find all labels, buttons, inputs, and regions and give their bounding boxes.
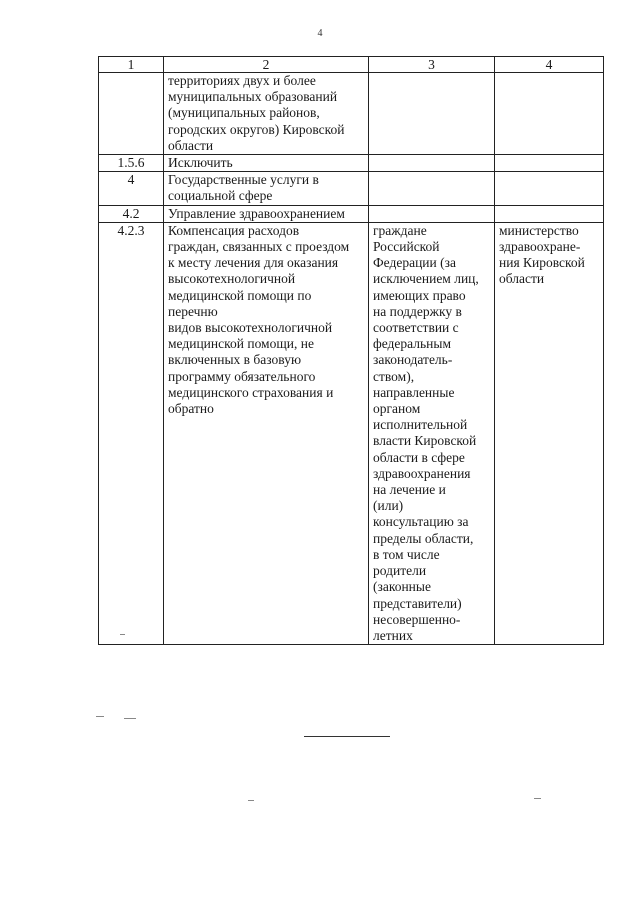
item-number-cell: 4 xyxy=(99,172,164,205)
recipients-cell xyxy=(369,73,495,155)
service-name-cell-line: включенных в базовую xyxy=(168,352,302,368)
recipients-cell xyxy=(369,205,495,222)
table-row xyxy=(99,73,604,155)
page-number: 4 xyxy=(317,28,323,39)
authority-cell xyxy=(495,73,604,155)
service-name-cell-line: медицинской помощи, не xyxy=(168,336,314,352)
scan-speck xyxy=(124,718,136,719)
item-number-cell: 4.2 xyxy=(99,205,164,222)
recipients-cell-line: на лечение и xyxy=(373,482,446,498)
authority-cell-line: ния Кировской xyxy=(499,255,585,271)
scan-speck xyxy=(248,800,254,801)
recipients-cell xyxy=(369,222,495,644)
end-of-document-rule xyxy=(304,736,390,737)
item-number-cell: 4.2.3 xyxy=(99,222,164,644)
service-name-cell-line: граждан, связанных с проездом xyxy=(168,239,350,255)
recipients-cell xyxy=(369,172,495,205)
recipients-cell-line: власти Кировской xyxy=(373,433,477,449)
recipients-cell-line: здравоохранения xyxy=(373,465,471,481)
authority-cell xyxy=(495,155,604,172)
service-name-cell-line: обратно xyxy=(168,401,214,417)
service-name-cell xyxy=(164,222,369,644)
table-row xyxy=(99,205,604,222)
authority-cell xyxy=(495,205,604,222)
recipients-cell-line: соответствии с xyxy=(373,320,459,336)
service-name-cell-line: Управление здравоохранением xyxy=(168,205,345,221)
recipients-cell-line: летних xyxy=(373,627,413,643)
recipients-cell-line: исключением лиц, xyxy=(373,271,479,287)
service-name-cell-line: медицинского страхования и xyxy=(168,384,334,400)
recipients-cell-line: Российской xyxy=(373,239,440,255)
table-header-row xyxy=(99,57,604,73)
service-name-cell-line: к месту лечения для оказания xyxy=(168,255,339,271)
recipients-cell-line: родители xyxy=(373,563,427,579)
authority-cell-line: министерство xyxy=(499,222,579,238)
service-name-cell xyxy=(164,73,369,155)
authority-cell xyxy=(495,172,604,205)
service-name-cell-line: высокотехнологичной xyxy=(168,271,296,287)
recipients-cell-line: законодатель- xyxy=(373,352,453,368)
recipients-cell-line: (или) xyxy=(373,498,404,514)
recipients-cell-line: консультацию за xyxy=(373,514,469,530)
column-header: 3 xyxy=(369,57,495,73)
services-table xyxy=(98,56,604,645)
recipients-cell-line: на поддержку в xyxy=(373,303,462,319)
table-row xyxy=(99,172,604,205)
service-name-cell-line: Государственные услуги в xyxy=(168,172,319,188)
service-name-cell-line: перечню xyxy=(168,303,218,319)
recipients-cell-line: несовершенно- xyxy=(373,611,461,627)
item-number-cell xyxy=(99,73,164,155)
recipients-cell-line: граждане xyxy=(373,222,427,238)
authority-cell-line: области xyxy=(499,271,545,287)
service-name-cell-line: городских округов) Кировской xyxy=(168,121,345,137)
recipients-cell-line: представители) xyxy=(373,595,462,611)
recipients-cell-line: направленные xyxy=(373,384,455,400)
recipients-cell-line: пределы области, xyxy=(373,530,474,546)
item-number-cell: 1.5.6 xyxy=(99,155,164,172)
authority-cell xyxy=(495,222,604,644)
scan-speck xyxy=(120,634,125,635)
service-name-cell xyxy=(164,205,369,222)
service-name-cell-line: Исключить xyxy=(168,155,233,171)
service-name-cell xyxy=(164,172,369,205)
table-row xyxy=(99,155,604,172)
recipients-cell-line: области в сфере xyxy=(373,449,465,465)
column-header: 4 xyxy=(495,57,604,73)
recipients-cell-line: в том числе xyxy=(373,546,440,562)
column-header: 2 xyxy=(164,57,369,73)
recipients-cell-line: органом xyxy=(373,401,421,417)
service-name-cell-line: видов высокотехнологичной xyxy=(168,320,333,336)
service-name-cell-line: (муниципальных районов, xyxy=(168,105,320,121)
service-name-cell-line: муниципальных образований xyxy=(168,89,338,105)
service-name-cell-line: области xyxy=(168,137,214,153)
authority-cell-line: здравоохране- xyxy=(499,239,581,255)
service-name-cell-line: территориях двух и более xyxy=(168,73,316,88)
service-name-cell-line: Компенсация расходов xyxy=(168,222,300,238)
column-header: 1 xyxy=(99,57,164,73)
recipients-cell xyxy=(369,155,495,172)
service-name-cell xyxy=(164,155,369,172)
table-row xyxy=(99,222,604,644)
scan-speck xyxy=(534,798,541,799)
service-name-cell-line: программу обязательного xyxy=(168,368,316,384)
recipients-cell-line: ством), xyxy=(373,368,415,384)
scan-speck xyxy=(96,716,104,717)
service-name-cell-line: медицинской помощи по xyxy=(168,287,312,303)
recipients-cell-line: (законные xyxy=(373,579,431,595)
recipients-cell-line: Федерации (за xyxy=(373,255,456,271)
recipients-cell-line: федеральным xyxy=(373,336,452,352)
recipients-cell-line: исполнительной xyxy=(373,417,468,433)
service-name-cell-line: социальной сфере xyxy=(168,188,273,204)
recipients-cell-line: имеющих право xyxy=(373,287,466,303)
